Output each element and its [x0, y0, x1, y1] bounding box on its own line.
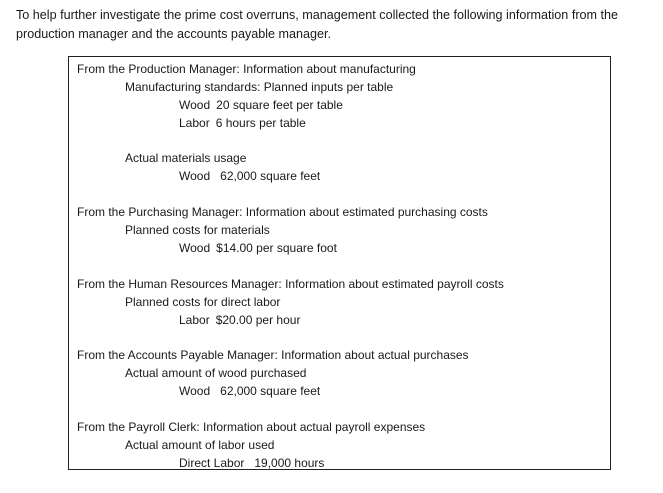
hr-labor-value: $20.00 per hour	[215, 313, 301, 327]
production-heading: From the Production Manager: Information about manufacturing	[77, 62, 416, 76]
purchasing-wood-row	[179, 240, 337, 256]
production-standards: Manufacturing standards: Planned inputs per table	[125, 80, 394, 94]
production-wood-label: Wood	[179, 98, 211, 112]
payroll-actual-labor: Actual amount of labor used	[125, 438, 275, 452]
production-wood-value: 20 square feet per table	[216, 98, 343, 112]
payable-wood-row	[179, 383, 320, 399]
production-actual-usage: Actual materials usage	[125, 151, 247, 165]
intro-paragraph: To help further investigate the prime cost overruns, management collected the following information from the production manager and the accounts payable manager.	[16, 8, 619, 41]
purchasing-planned-costs: Planned costs for materials	[125, 223, 270, 237]
production-labor-value: 6 hours per table	[215, 116, 306, 130]
hr-heading: From the Human Resources Manager: Information about estimated payroll costs	[77, 277, 504, 291]
purchasing-wood-label: Wood	[179, 241, 211, 255]
payroll-labor-value: 19,000 hours	[254, 456, 325, 470]
hr-labor-row	[179, 312, 300, 328]
payable-wood-value: 62,000 square feet	[220, 384, 321, 398]
payable-wood-label: Wood	[179, 384, 211, 398]
hr-planned-costs: Planned costs for direct labor	[125, 295, 281, 309]
payable-actual-purchased: Actual amount of wood purchased	[125, 366, 307, 380]
hr-labor-label: Labor	[179, 313, 210, 327]
production-labor-row	[179, 115, 306, 131]
purchasing-wood-value: $14.00 per square foot	[216, 241, 337, 255]
payroll-heading: From the Payroll Clerk: Information about actual payroll expenses	[77, 420, 426, 434]
production-actual-wood-row	[179, 168, 320, 184]
payable-heading: From the Accounts Payable Manager: Information about actual purchases	[77, 348, 469, 362]
payroll-labor-row	[179, 455, 324, 471]
production-labor-label: Labor	[179, 116, 210, 130]
information-box	[68, 56, 611, 470]
payroll-labor-label: Direct Labor	[179, 456, 245, 470]
production-actual-wood-value: 62,000 square feet	[220, 169, 321, 183]
production-actual-wood-label: Wood	[179, 169, 211, 183]
production-wood-row	[179, 97, 343, 113]
purchasing-heading: From the Purchasing Manager: Information about estimated purchasing costs	[77, 205, 488, 219]
